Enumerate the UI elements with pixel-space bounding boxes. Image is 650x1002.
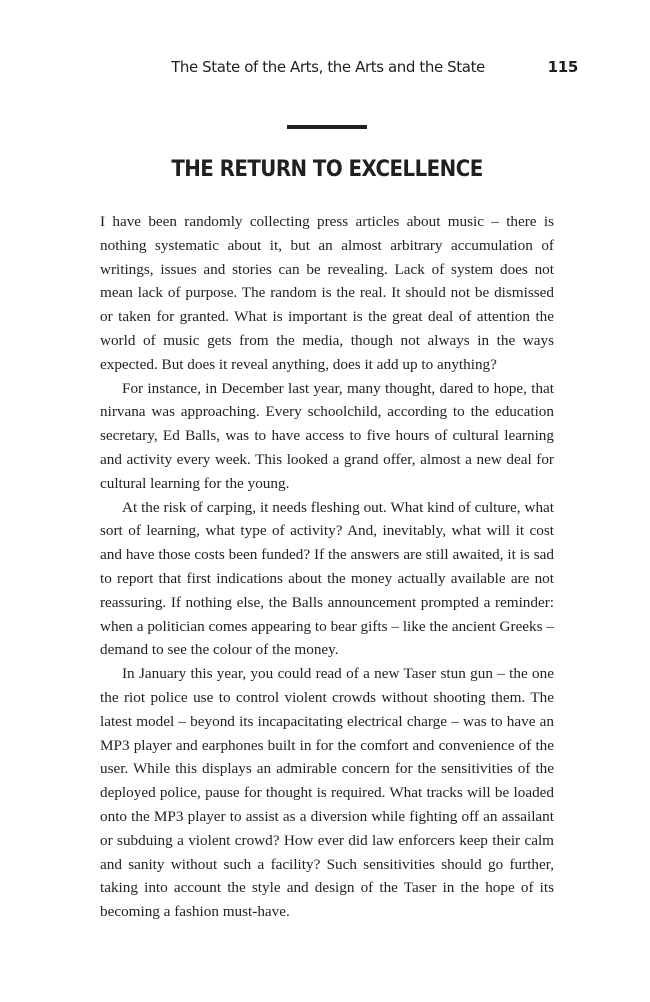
chapter-title: THE RETURN TO EXCELLENCE [171, 157, 483, 182]
paragraph-1: I have been randomly collecting press articles about music – there is nothing systematic about it, but an almost arbitrary accumulation of writings, issues and stories can be revealing. Lack of system does not mean lack of purpose. The random is the real. It should not be dismissed or taken for granted. What is important is the great deal of attention the world of music gets from the media, though not always in the ways expected. But does it reveal anything, does it add up to anything? [100, 213, 554, 373]
running-header [100, 58, 578, 82]
chapter-rule [287, 125, 367, 129]
paragraph-2: For instance, in December last year, many thought, dared to hope, that nirvana was approaching. Every schoolchild, according to the education secretary, Ed Balls, was to have access to five hours of cultural learning and activity every week. This looked a grand offer, almost a new deal for cultural learning for the young. [100, 379, 554, 492]
body-text [100, 210, 554, 924]
paragraph-4: In January this year, you could read of a new Taser stun gun – the one the riot police use to control violent crowds without shooting them. The latest model – beyond its incapacitating electrical charge – was to have an MP3 player and earphones built in for the comfort and convenience of the user. While this displays an admirable concern for the sensitivities of the deployed police, pause for thought is required. What tracks will be loaded onto the MP3 player to assist as a diversion while fighting off an assailant or subduing a violent crowd? How ever did law enforcers keep their calm and sanity without such a facility? Such sensitivities should go further, taking into account the style and design of the Taser in the hope of its becoming a fashion must-have. [100, 665, 554, 921]
paragraph-3: At the risk of carping, it needs fleshing out. What kind of culture, what sort of learning, what type of activity? And, inevitably, what will it cost and have those costs been funded? If the answers are still awaited, it is sad to report that first indications about the money actually available are not reassuring. If nothing else, the Balls announcement prompted a reminder: when a politician comes appearing to bear gifts – like the ancient Greeks – demand to see the colour of the money. [100, 498, 554, 659]
running-title: The State of the Arts, the Arts and the State [171, 58, 485, 76]
page-number: 115 [547, 58, 578, 76]
